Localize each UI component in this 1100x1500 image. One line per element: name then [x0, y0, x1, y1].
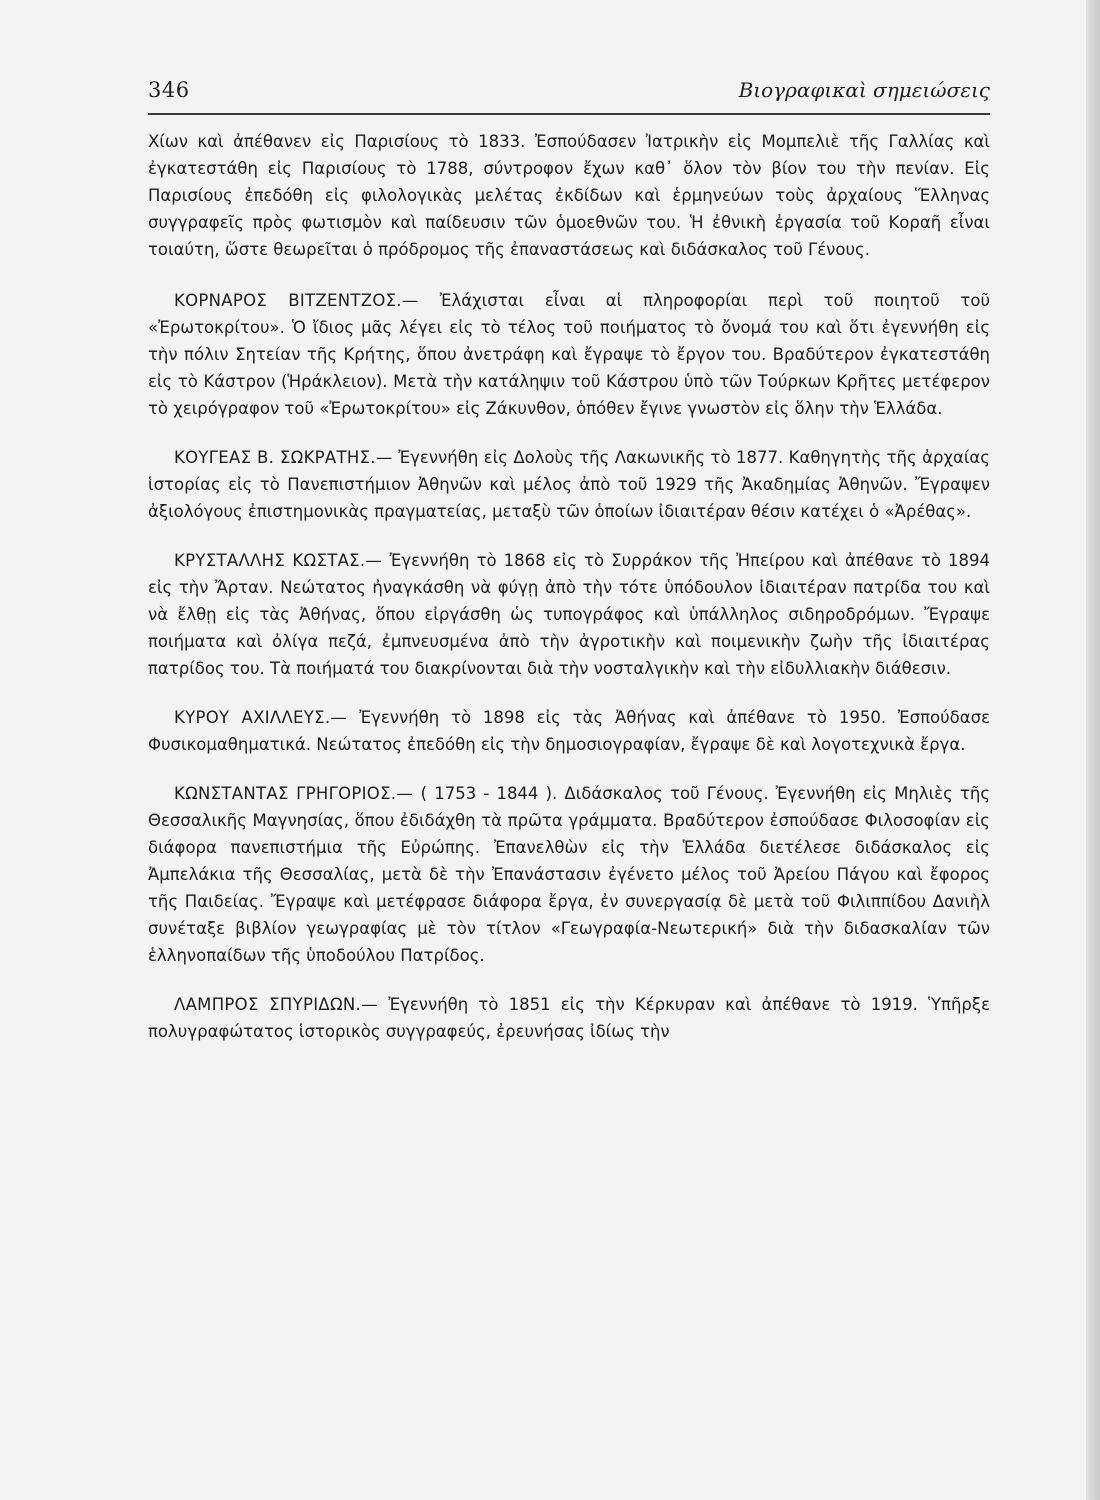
entry-kougeas [148, 444, 990, 525]
page-header [148, 74, 990, 110]
entry-text: Ἐγεννήθη τὸ 1851 εἰς τὴν Κέρκυραν καὶ ἀπέθανε τὸ 1919. Ὑπῆρξε πολυγραφώτατος ἱστορικὸς συγγραφεύς, ἐρευνήσας ἰδίως τὴν [148, 995, 991, 1041]
header-rule [148, 113, 990, 115]
entry-text: Ἐγεννήθη εἰς Δολοὺς τῆς Λακωνικῆς τὸ 1877. Καθηγητὴς τῆς ἀρχαίας ἱστορίας εἰς τὸ Πανεπιστήμιον Ἀθηνῶν καὶ μέλος ἀπὸ τοῦ 1929 τῆς Ἀκαδημίας Ἀθηνῶν. Ἔγραψεν ἀξιολόγους ἐπιστημονικὰς πραγματείας, μεταξὺ τῶν ὁποίων ἰδιαιτέραν θέσιν κατέχει ὁ «Ἀρέθας». [148, 448, 990, 521]
entry-text: Ἐγεννήθη τὸ 1868 εἰς τὸ Συρράκον τῆς Ἠπείρου καὶ ἀπέθανε τὸ 1894 εἰς τὴν Ἄρταν. Νεώτατος ἠναγκάσθη νὰ φύγῃ ἀπὸ τὴν τότε ὑπόδουλον ἰδιαιτέραν πατρίδα του καὶ νὰ ἔλθῃ εἰς τὰς Ἀθήνας, ὅπου εἰργάσθη ὡς τυπογράφος καὶ ὑπάλληλος σιδηροδρόμων. Ἔγραψε ποιήματα καὶ ὀλίγα πεζά, ἐμπνευσμένα ἀπὸ τὴν ἀγροτικὴν καὶ ποιμενικὴν ζωὴν τῆς ἰδιαιτέρας πατρίδος του. Τὰ ποιήματά του διακρίνονται διὰ τὴν νοσταλγικὴν καὶ τὴν εἰδυλλιακὴν διάθεσιν. [148, 551, 990, 678]
entry-lemma: ΚΥΡΟΥ ΑΧΙΛΛΕΥΣ.— [174, 708, 348, 727]
entry-korais-continuation [148, 128, 990, 263]
entry-text: Ἐλάχισται εἶναι αἱ πληροφορίαι περὶ τοῦ ποιητοῦ τοῦ «Ἐρωτοκρίτου». Ὁ ἴδιος μᾶς λέγει εἰς τὸ τέλος τοῦ ποιήματος τὸ ὄνομά του καὶ ὅτι ἐγεννήθη εἰς τὴν πόλιν Σητείαν τῆς Κρήτης, ὅπου ἀνετράφη καὶ ἔγραψε τὸ ἔργον του. Βραδύτερον ἐγκατεστάθη εἰς τὸ Κάστρον (Ἡράκλειον). Μετὰ τὴν κατάληψιν τοῦ Κάστρου ὑπὸ τῶν Τούρκων Κρῆτες μετέφερον τὸ χειρόγραφον τοῦ «Ἐρωτοκρίτου» εἰς Ζάκυνθον, ὁπόθεν ἔγινε γνωστὸν εἰς ὅλην τὴν Ἑλλάδα. [148, 291, 991, 418]
entry-lemma: ΚΩΝΣΤΑΝΤΑΣ ΓΡΗΓΟΡΙΟΣ.— [174, 784, 414, 803]
page-edge-shadow [1086, 0, 1100, 1500]
entry-text: Ἐγεννήθη τὸ 1898 εἰς τὰς Ἀθήνας καὶ ἀπέθανε τὸ 1950. Ἐσπούδασε Φυσικομαθηματικά. Νεώτατος ἐπεδόθη εἰς τὴν δημοσιογραφίαν, ἔγραψε δὲ καὶ λογοτεχνικὰ ἔργα. [148, 708, 990, 754]
entry-kornaros [148, 287, 990, 422]
entry-text: Χίων καὶ ἀπέθανεν εἰς Παρισίους τὸ 1833. Ἐσπούδασεν Ἰατρικὴν εἰς Μομπελιὲ τῆς Γαλλίας καὶ ἐγκατεστάθη εἰς Παρισίους τὸ 1788, σύντροφον ἔχων καθ᾽ ὅλον τὸν βίον του τὴν πενίαν. Εἰς Παρισίους ἐπεδόθη εἰς φιλολογικὰς μελέτας ἐκδίδων καὶ ἑρμηνεύων τοὺς ἀρχαίους Ἕλληνας συγγραφεῖς πρὸς φωτισμὸν καὶ παίδευσιν τῶν ὁμοεθνῶν του. Ἡ ἐθνικὴ ἐργασία τοῦ Κοραῆ εἶναι τοιαύτη, ὥστε θεωρεῖται ὁ πρόδρομος τῆς ἐπαναστάσεως καὶ διδάσκαλος τοῦ Γένους. [148, 132, 990, 259]
entry-kyrou [148, 704, 990, 758]
page-number: 346 [148, 78, 190, 102]
entry-lampros [148, 991, 990, 1045]
entry-text: ( 1753 - 1844 ). Διδάσκαλος τοῦ Γένους. Ἐγεννήθη εἰς Μηλιὲς τῆς Θεσσαλικῆς Μαγνησίας, ὅπου ἐδιδάχθη τὰ πρῶτα γράμματα. Βραδύτερον ἐσπούδασε Φιλοσοφίαν εἰς διάφορα πανεπιστήμια τῆς Εὐρώπης. Ἐπανελθὼν εἰς τὴν Ἑλλάδα διετέλεσε διδάσκαλος εἰς Ἀμπελάκια τῆς Θεσσαλίας, μετὰ δὲ τὴν Ἐπανάστασιν ἐγένετο μέλος τοῦ Ἀρείου Πάγου καὶ ἔφορος τῆς Παιδείας. Ἔγραψε καὶ μετέφρασε διάφορα ἔργα, ἐν συνεργασίᾳ δὲ μετὰ τοῦ Φιλιππίδου Δανιὴλ συνέταξε βιβλίον γεωγραφίας μὲ τὸν τίτλον «Γεωγραφία-Νεωτερική» διὰ τὴν διδασκαλίαν τῶν ἑλληνοπαίδων τῆς ὑποδούλου Πατρίδος. [148, 784, 990, 965]
entry-lemma: ΛΑΜΠΡΟΣ ΣΠΥΡΙΔΩΝ.— [174, 995, 378, 1014]
page-body [148, 128, 990, 1067]
entry-konstantas [148, 780, 990, 969]
entry-krystallis [148, 547, 990, 682]
entry-lemma: ΚΟΥΓΕΑΣ Β. ΣΩΚΡΑΤΗΣ.— [174, 448, 393, 467]
entry-lemma: ΚΟΡΝΑΡΟΣ ΒΙΤΖΕΝΤΖΟΣ.— [174, 291, 419, 310]
entry-lemma: ΚΡΥΣΤΑΛΛΗΣ ΚΩΣΤΑΣ.— [174, 551, 383, 570]
running-title: Βιογραφικαὶ σημειώσεις [738, 78, 990, 102]
